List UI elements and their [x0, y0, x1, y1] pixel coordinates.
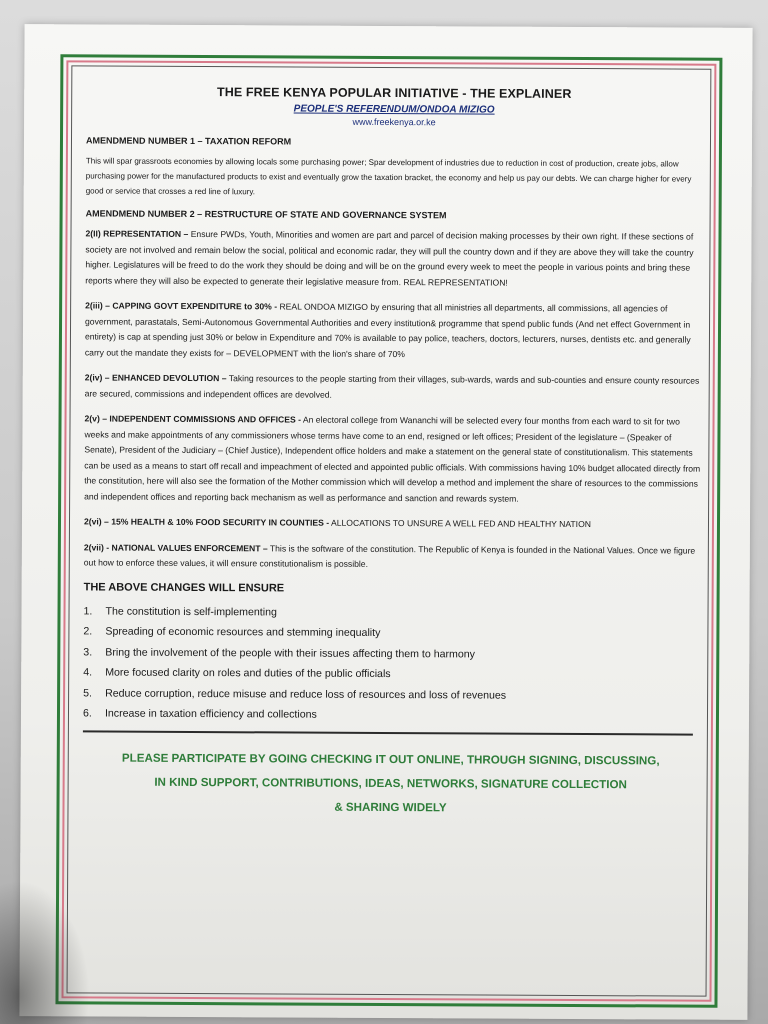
list-text: Spreading of economic resources and stemming inequality [105, 625, 381, 639]
clause-text: This is the software of the constitution. The Republic of Kenya is founded in the National Values. Once we figure out how to enforce these values, it will ensure constitutionalism is possible. [83, 542, 696, 569]
clause-label: 2(II) REPRESENTATION – [85, 228, 189, 239]
clause-text: Taking resources to the people starting from their villages, sub-wards, wards and sub-counties and ensure county resources are secured, commissions and independent offices are devolved. [84, 373, 700, 400]
clause-label: 2(v) – INDEPENDENT COMMISSIONS AND OFFICES - [84, 413, 302, 425]
clause-label: 2(vii) - NATIONAL VALUES ENFORCEMENT – [83, 541, 268, 553]
list-number: 1. [83, 604, 93, 617]
list-text: Reduce corruption, reduce misuse and reduce loss of resources and loss of revenues [105, 687, 507, 702]
clause-health-food [84, 514, 700, 533]
list-text: Bring the involvement of the people with their issues affecting them to harmony [105, 646, 475, 660]
cta-line-3: & SHARING WIDELY [334, 800, 447, 814]
amendment-2-heading: AMENDMEND NUMBER 2 – RESTRUCTURE OF STATE AND GOVERNANCE SYSTEM [85, 208, 447, 221]
clause-text: An electoral college from Wananchi will be selected every four months from each ward to sit for two weeks and make appointments of any commissioners whose terms have come to an end, resigned or left offices; President of the legislature – (Speaker of Senate), President of the Judiciary – (Chief Justice), Independent office holders and make a statement on the general state of constitutionalism. This statements can be used as a means to start off recall and impeachment of elected and appointed public officials. With commissions having 10% budget allocated directly from the constitution, here will also see the formation of the Mother commission which will develop a method and implement the share of resources to the commissions and independent offices and reporting back mechanism as well as performance and sanction and rewards system. [84, 414, 701, 504]
amendment-1-body: This will spar grassroots economies by allowing locals some purchasing power; Spar development of industries due to reduction in cost of production, create jobs, allow purchasing power for the manufactured products to exist and eventually grow the taxation bracket, the economy and help us pay our debts. We can charge higher for every good or service that crosses a red line of luxury. [85, 156, 692, 197]
list-number: 2. [83, 625, 93, 638]
changes-list [83, 601, 700, 727]
clause-capping-expenditure [85, 298, 701, 363]
call-to-action [82, 746, 698, 821]
clause-label: 2(vi) – 15% HEALTH & 10% FOOD SECURITY IN COUNTIES - [83, 516, 330, 528]
document-subtitle: PEOPLE'S REFERENDUM/ONDOA MIZIGO [293, 103, 495, 116]
list-text: Increase in taxation efficiency and collections [104, 707, 317, 721]
document-title: THE FREE KENYA POPULAR INITIATIVE - THE EXPLAINER [216, 85, 572, 101]
list-text: More focused clarity on roles and duties of the public officials [105, 666, 391, 681]
document-sheet [19, 24, 752, 1020]
list-item [83, 703, 699, 727]
list-number: 5. [83, 686, 92, 699]
clause-devolution [85, 370, 701, 404]
clause-representation [85, 226, 701, 291]
clause-text: ALLOCATIONS TO UNSURE A WELL FED AND HEALTHY NATION [329, 517, 592, 530]
website-link[interactable]: www.freekenya.or.ke [352, 116, 436, 128]
divider [83, 730, 693, 735]
amendment-1-heading: AMENDMEND NUMBER 1 – TAXATION REFORM [85, 135, 292, 147]
list-text: The constitution is self-implementing [105, 605, 277, 618]
hand-shadow [0, 880, 90, 1024]
document-content [82, 82, 702, 821]
list-number: 4. [83, 666, 93, 679]
changes-heading: THE ABOVE CHANGES WILL ENSURE [83, 580, 285, 594]
cta-line-2: IN KIND SUPPORT, CONTRIBUTIONS, IDEAS, NETWORKS, SIGNATURE COLLECTION [154, 775, 627, 791]
list-number: 6. [82, 707, 92, 720]
cta-line-1: PLEASE PARTICIPATE BY GOING CHECKING IT OUT ONLINE, THROUGH SIGNING, DISCUSSING, [121, 751, 660, 767]
clause-label: 2(iii) – CAPPING GOVT EXPENDITURE to 30% - [85, 300, 278, 312]
clause-national-values [84, 540, 700, 574]
clause-commissions [84, 411, 700, 507]
clause-label: 2(iv) – ENHANCED DEVOLUTION – [84, 372, 227, 384]
list-number: 3. [83, 645, 93, 658]
clause-text: REAL ONDOA MIZIGO by ensuring that all ministries all departments, all commissions, all agencies of government, parastatals, Semi-Autonomous Governmental Authorities and every institution& programme that spend public funds (And net effect Government in entirety) is cap at spending just 30% or below in Expenditure and 70% is available to pay police, teachers, doctors, lecturers, nurses, dentists etc. and generally carry out the mandate they exists for – DEVELOPMENT with the lion's share of 70% [84, 301, 691, 359]
clause-text: Ensure PWDs, Youth, Minorities and women are part and parcel of decision making processes by their own right. If these sections of society are not involved and remain below the social, political and economic radar, they will pull the country down and if they are above they will take the country higher. Legislatures will be freed to do the work they should be doing and will be on the ground every week to meet the people in various points and bring these reports where they will also be expected to generate their legislative measure from. REAL REPRESENTATION! [85, 228, 694, 288]
